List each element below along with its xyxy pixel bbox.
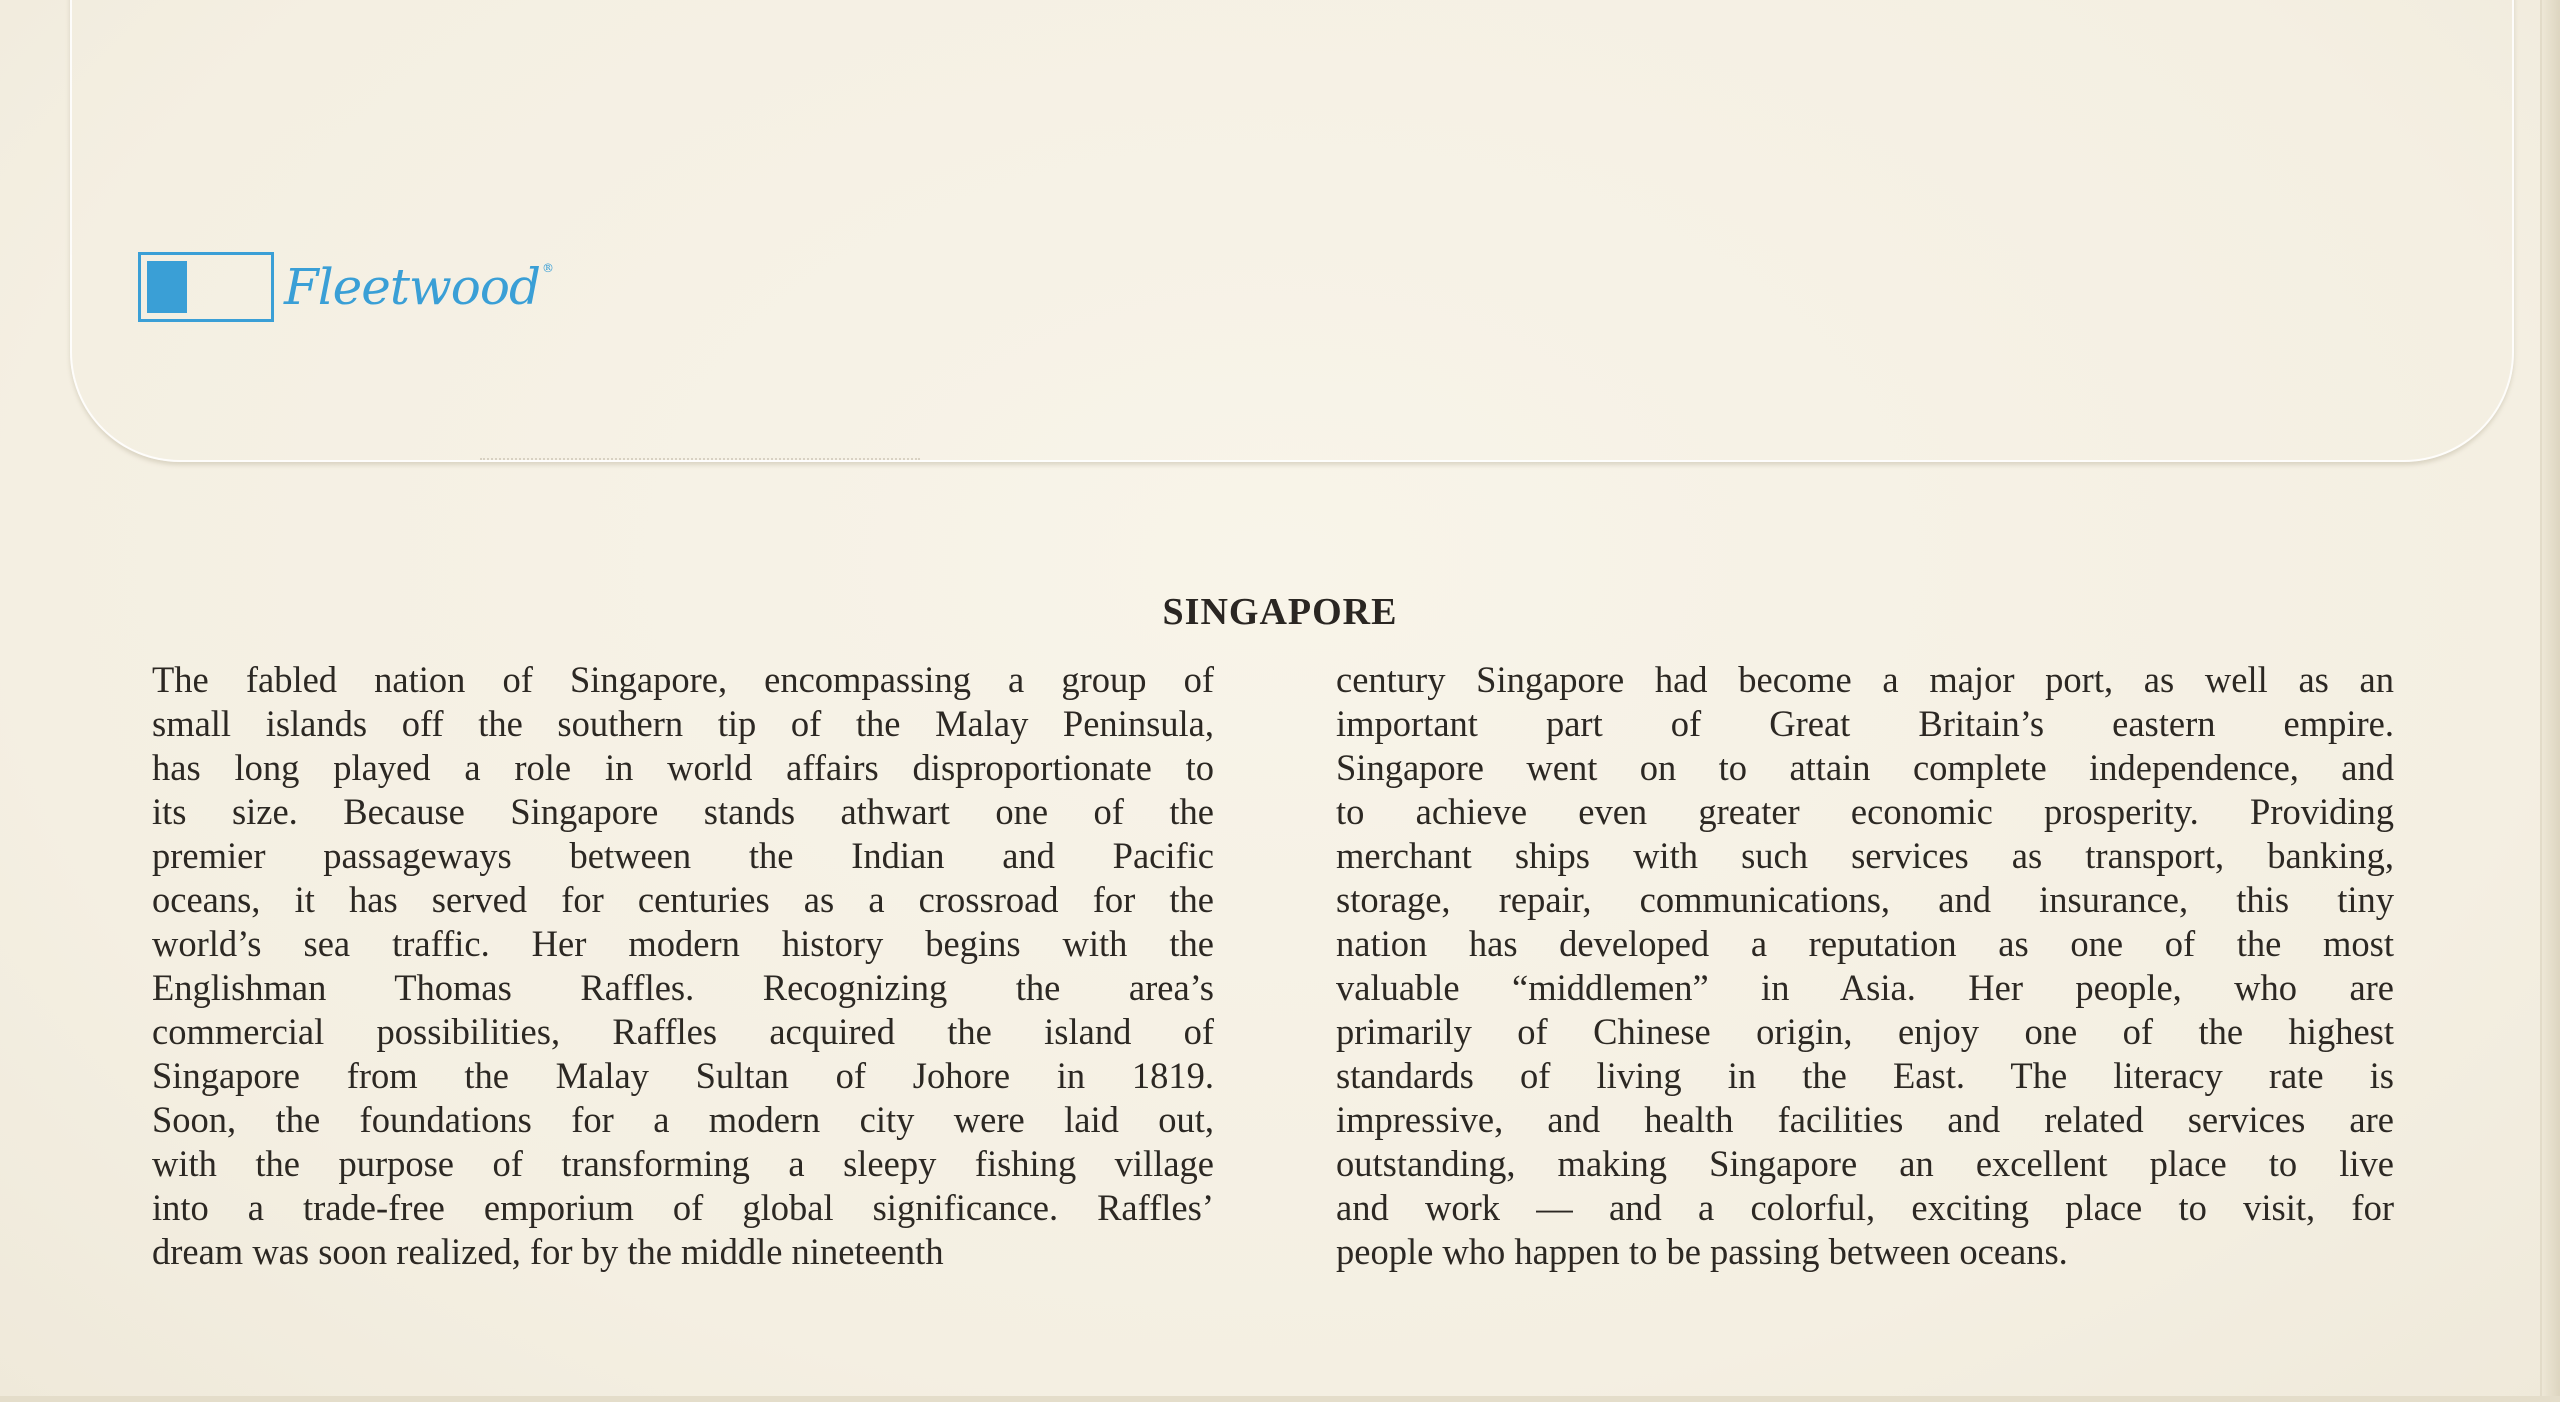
text-line: commercial possibilities, Raffles acquired the island of	[152, 1011, 1214, 1052]
text-line: to achieve even greater economic prosperity. Providing	[1336, 791, 2394, 832]
logo-wordmark	[284, 258, 553, 316]
text-line: Singapore from the Malay Sultan of Johore in 1819.	[152, 1055, 1214, 1096]
logo-box-fill	[147, 261, 187, 313]
text-line: impressive, and health facilities and related services are	[1336, 1099, 2394, 1140]
text-line: small islands off the southern tip of the Malay Peninsula,	[152, 703, 1214, 744]
envelope-right-edge	[2540, 0, 2560, 1402]
text-line: people who happen to be passing between oceans.	[1336, 1231, 2068, 1272]
text-line: Soon, the foundations for a modern city were laid out,	[152, 1099, 1214, 1140]
text-line: The fabled nation of Singapore, encompassing a group of	[152, 659, 1214, 700]
envelope-flap	[70, 0, 2514, 462]
envelope-bottom-edge	[0, 1396, 2560, 1402]
text-line: Englishman Thomas Raffles. Recognizing the area’s	[152, 967, 1214, 1008]
text-line: and work — and a colorful, exciting place to visit, for	[1336, 1187, 2394, 1228]
left-column	[152, 658, 1214, 1274]
text-line: dream was soon realized, for by the middle nineteenth	[152, 1231, 944, 1272]
text-line: oceans, it has served for centuries as a crossroad for the	[152, 879, 1214, 920]
text-line: valuable “middlemen” in Asia. Her people, who are	[1336, 967, 2394, 1008]
text-line: has long played a role in world affairs disproportionate to	[152, 747, 1214, 788]
text-line: standards of living in the East. The literacy rate is	[1336, 1055, 2394, 1096]
text-line: important part of Great Britain’s eastern empire.	[1336, 703, 2394, 744]
text-line: merchant ships with such services as transport, banking,	[1336, 835, 2394, 876]
fleetwood-logo	[138, 252, 553, 322]
text-line: world’s sea traffic. Her modern history begins with the	[152, 923, 1214, 964]
text-line: its size. Because Singapore stands athwart one of the	[152, 791, 1214, 832]
right-column	[1336, 658, 2394, 1274]
registered-mark: ®	[541, 261, 553, 275]
article-title: SINGAPORE	[1162, 591, 1398, 633]
flap-perforation	[480, 458, 920, 464]
text-line: nation has developed a reputation as one of the most	[1336, 923, 2394, 964]
text-line: into a trade-free emporium of global significance. Raffles’	[152, 1187, 1214, 1228]
logo-brand-text: Fleetwood	[284, 258, 540, 316]
text-line: Singapore went on to attain complete independence, and	[1336, 747, 2394, 788]
text-line: storage, repair, communications, and insurance, this tiny	[1336, 879, 2394, 920]
text-line: outstanding, making Singapore an excellent place to live	[1336, 1143, 2394, 1184]
text-line: with the purpose of transforming a sleepy fishing village	[152, 1143, 1214, 1184]
text-line: premier passageways between the Indian and Pacific	[152, 835, 1214, 876]
text-line: century Singapore had become a major port, as well as an	[1336, 659, 2394, 700]
text-line: primarily of Chinese origin, enjoy one of the highest	[1336, 1011, 2394, 1052]
logo-box-icon	[138, 252, 274, 322]
